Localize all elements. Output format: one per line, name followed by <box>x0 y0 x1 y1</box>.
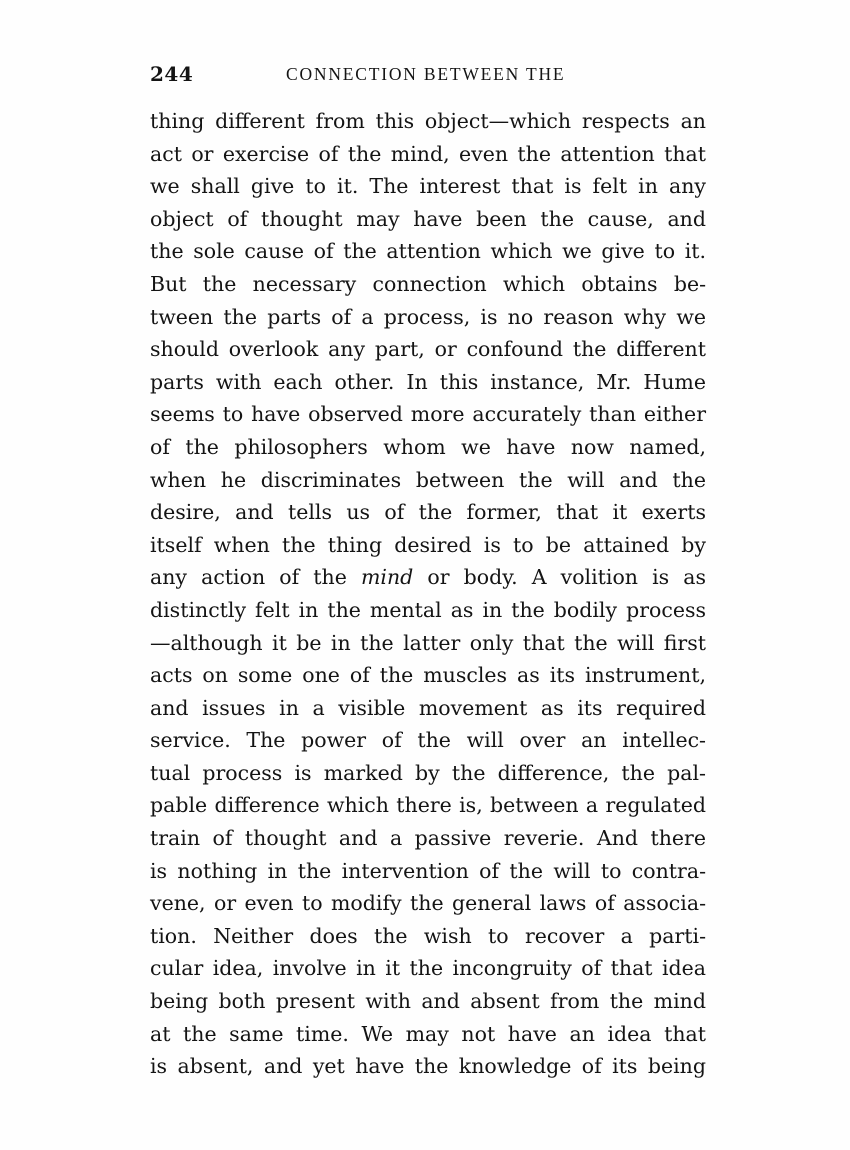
text-line: is absent, and yet have the knowledge of its being <box>150 1054 706 1079</box>
text-line: pable difference which there is, between a regulated <box>150 793 706 818</box>
text-segment: any action of the <box>150 565 361 590</box>
text-line: and issues in a visible movement as its required <box>150 695 706 720</box>
text-line: cular idea, involve in it the incongruity of that idea <box>150 956 706 981</box>
italic-word: mind <box>360 565 414 590</box>
text-line: distinctly felt in the mental as in the bodily process <box>150 597 706 622</box>
page-header <box>150 62 700 88</box>
page-number: 244 <box>150 62 194 86</box>
text-line <box>150 561 706 594</box>
text-line: service. The power of the will over an intellec- <box>150 728 706 753</box>
text-line: tual process is marked by the difference, the pal- <box>150 760 706 785</box>
text-line: desire, and tells us of the former, that it exerts <box>150 500 706 525</box>
text-line: being both present with and absent from the mind <box>150 989 706 1014</box>
text-line: itself when the thing desired is to be attained by <box>150 532 706 557</box>
body-text <box>150 105 706 1083</box>
text-line: the sole cause of the attention which we give to it. <box>150 239 706 264</box>
text-line: train of thought and a passive reverie. And there <box>150 826 706 851</box>
text-line: at the same time. We may not have an idea that <box>150 1021 706 1046</box>
text-line: object of thought may have been the cause, and <box>150 206 706 231</box>
text-line: of the philosophers whom we have now named, <box>150 434 706 459</box>
text-line: But the necessary connection which obtains be- <box>150 271 706 296</box>
text-line: we shall give to it. The interest that is felt in any <box>150 174 706 199</box>
text-line: is nothing in the intervention of the will to contra- <box>150 858 706 883</box>
text-line: act or exercise of the mind, even the attention that <box>150 141 706 166</box>
text-line: seems to have observed more accurately than either <box>150 402 706 427</box>
text-line: parts with each other. In this instance, Mr. Hume <box>150 369 706 394</box>
text-segment: or body. A volition is as <box>413 565 707 590</box>
text-line: vene, or even to modify the general laws of associa- <box>150 891 706 916</box>
text-line: acts on some one of the muscles as its instrument, <box>150 663 706 688</box>
text-line: when he discriminates between the will and the <box>150 467 706 492</box>
running-head: CONNECTION BETWEEN THE <box>286 64 566 84</box>
text-line: —although it be in the latter only that the will first <box>150 630 706 655</box>
text-line: should overlook any part, or confound the different <box>150 337 706 362</box>
text-line: tween the parts of a process, is no reason why we <box>150 304 706 329</box>
text-line: tion. Neither does the wish to recover a parti- <box>150 923 706 948</box>
text-line: thing different from this object—which respects an <box>150 109 706 133</box>
